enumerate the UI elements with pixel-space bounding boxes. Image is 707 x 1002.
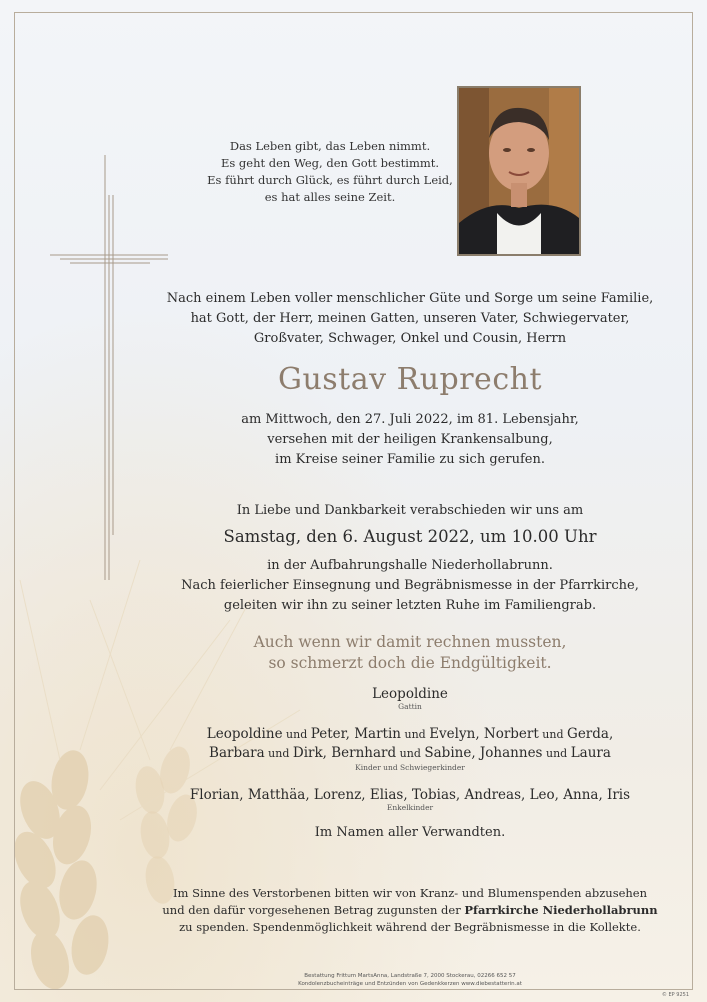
- footer-line: Kondolenzbucheinträge und Entzünden von Gedenkkerzen www.diebestatterin.at: [298, 981, 522, 987]
- poem: [160, 138, 500, 206]
- intro-line: hat Gott, der Herr, meinen Gatten, unseren Vater, Schwiegervater,: [190, 311, 630, 326]
- and-word: und: [282, 728, 311, 741]
- grandchildren-names: Florian, Matthäa, Lorenz, Elias, Tobias, Andreas, Leo, Anna, Iris: [189, 787, 631, 803]
- church-name: Pfarrkirche Niederhollabrunn: [464, 903, 658, 917]
- place-line: in der Aufbahrungshalle Niederhollabrunn.: [267, 558, 553, 573]
- mourner-wife: [120, 686, 700, 711]
- intro-text: [120, 289, 700, 349]
- poem-line: es hat alles seine Zeit.: [264, 190, 396, 204]
- death-line: am Mittwoch, den 27. Juli 2022, im 81. Lebensjahr,: [241, 412, 579, 427]
- wife-relation: Gattin: [398, 702, 422, 711]
- place-line: Nach feierlicher Einsegnung und Begräbnismesse in der Pfarrkirche,: [181, 578, 639, 593]
- poem-line: Es geht den Weg, den Gott bestimmt.: [220, 156, 440, 170]
- deceased-name: Gustav Ruprecht: [278, 362, 542, 397]
- quote: [120, 632, 700, 674]
- children-line-1: [120, 725, 700, 744]
- request-line: [120, 902, 700, 919]
- child-names: Peter, Martin: [310, 726, 401, 742]
- death-notice: [120, 410, 700, 470]
- mourner-grandchildren: [120, 787, 700, 812]
- child-names: Evelyn, Norbert: [429, 726, 539, 742]
- children-line-2: [120, 744, 700, 763]
- child-names: Gerda,: [567, 726, 614, 742]
- mourner-children: [120, 725, 700, 772]
- child-names: Leopoldine: [206, 726, 283, 742]
- relatives-line: Im Namen aller Verwandten.: [314, 825, 506, 840]
- child-names: Barbara: [209, 745, 265, 761]
- grandchildren-relation: Enkelkinder: [386, 803, 434, 812]
- death-line: im Kreise seiner Familie zu sich gerufen.: [275, 452, 545, 467]
- intro-line: Großvater, Schwager, Onkel und Cousin, Herrn: [253, 331, 567, 346]
- intro-line: Nach einem Leben voller menschlicher Güte und Sorge um seine Familie,: [166, 291, 654, 306]
- and-word: und: [542, 747, 571, 760]
- footer: [120, 972, 700, 988]
- donation-request: [120, 885, 700, 936]
- child-names: Dirk, Bernhard: [292, 745, 397, 761]
- poem-line: Das Leben gibt, das Leben nimmt.: [229, 139, 431, 153]
- request-line: Im Sinne des Verstorbenen bitten wir von Kranz- und Blumenspenden abzusehen: [172, 886, 648, 900]
- and-word: und: [400, 728, 430, 741]
- child-names: Sabine, Johannes: [424, 745, 543, 761]
- document-code: © EP 9251: [661, 992, 689, 998]
- quote-line: Auch wenn wir damit rechnen mussten,: [253, 633, 567, 651]
- and-word: und: [264, 747, 293, 760]
- poem-line: Es führt durch Glück, es führt durch Leid,: [207, 173, 453, 187]
- death-line: versehen mit der heiligen Krankensalbung,: [267, 432, 553, 447]
- child-names: Laura: [570, 745, 611, 761]
- quote-line: so schmerzt doch die Endgültigkeit.: [268, 654, 552, 672]
- request-text: und den dafür vorgesehenen Betrag zugunsten der: [162, 903, 465, 917]
- wife-name: Leopoldine: [372, 686, 448, 702]
- farewell-line: In Liebe und Dankbarkeit verabschieden wir uns am: [236, 503, 584, 518]
- place-line: geleiten wir ihn zu seiner letzten Ruhe im Familiengrab.: [223, 598, 597, 613]
- funeral-place: [120, 556, 700, 616]
- and-word: und: [396, 747, 425, 760]
- footer-line: Bestattung Frittum MartsAnna, Landstraße 7, 2000 Stockerau, 02266 652 57: [304, 973, 516, 979]
- children-relation: Kinder und Schwiegerkinder: [355, 763, 465, 772]
- funeral-datetime: Samstag, den 6. August 2022, um 10.00 Uhr: [223, 527, 597, 546]
- request-line: zu spenden. Spendenmöglichkeit während der Begräbnismesse in die Kollekte.: [179, 920, 641, 934]
- and-word: und: [538, 728, 568, 741]
